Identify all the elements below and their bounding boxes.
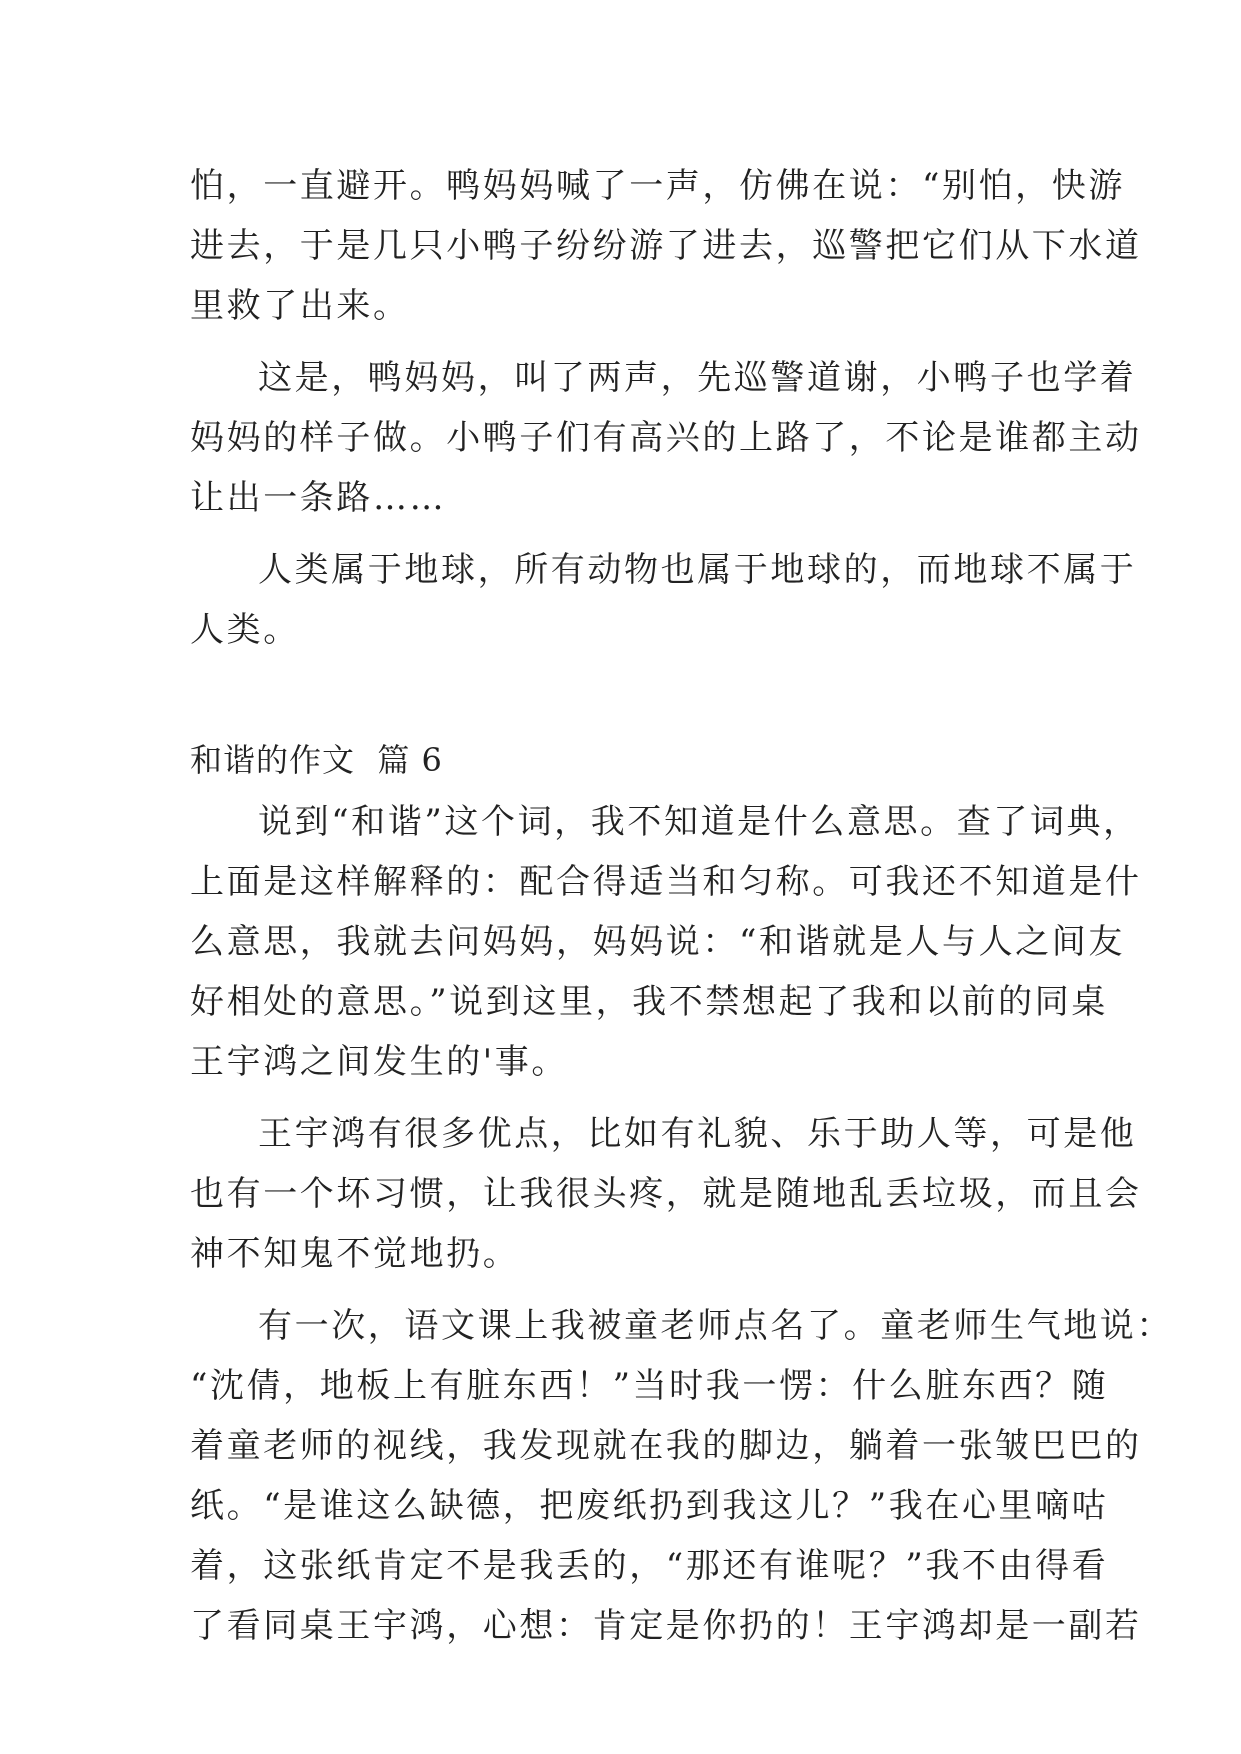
text-line: 王宇鸿之间发生的'事。 bbox=[190, 1042, 568, 1082]
text-line: 上面是这样解释的：配合得适当和匀称。可我还不知道是什 bbox=[190, 862, 1142, 902]
paragraph-duck-thanks bbox=[190, 348, 1142, 528]
text-line: 进去，于是几只小鸭子纷纷游了进去，巡警把它们从下水道 bbox=[190, 226, 1142, 266]
text-line: 怕，一直避开。鸭妈妈喊了一声，仿佛在说：“别怕，快游 bbox=[190, 166, 1125, 206]
paragraph-harmony-meaning bbox=[190, 792, 1142, 1092]
text-line: 么意思，我就去问妈妈，妈妈说：“和谐就是人与人之间友 bbox=[190, 922, 1125, 962]
paragraph-duck-rescue bbox=[190, 156, 1142, 336]
text-line: 让出一条路…… bbox=[190, 478, 447, 518]
text-line: 人类。 bbox=[190, 610, 300, 650]
text-line: 着，这张纸肯定不是我丢的，“那还有谁呢？”我不由得看 bbox=[190, 1546, 1109, 1586]
text-line: 好相处的意思。”说到这里，我不禁想起了我和以前的同桌 bbox=[190, 982, 1108, 1022]
paragraph-classmate-habit bbox=[190, 1104, 1142, 1284]
text-line: 里救了出来。 bbox=[190, 286, 410, 326]
section-heading: 和谐的作文 篇 6 bbox=[190, 741, 443, 779]
paragraph-earth bbox=[190, 540, 1137, 660]
text-line: 这是，鸭妈妈，叫了两声，先巡警道谢，小鸭子也学着 bbox=[258, 358, 1137, 398]
text-line: 着童老师的视线，我发现就在我的脚边，躺着一张皱巴巴的 bbox=[190, 1426, 1142, 1466]
document-body bbox=[190, 156, 1173, 1668]
paragraph-class-incident bbox=[190, 1296, 1173, 1656]
text-line: 也有一个坏习惯，让我很头疼，就是随地乱丢垃圾，而且会 bbox=[190, 1174, 1142, 1214]
text-line: 有一次，语文课上我被童老师点名了。童老师生气地说： bbox=[258, 1306, 1173, 1346]
text-line: 神不知鬼不觉地扔。 bbox=[190, 1234, 520, 1274]
text-line: 了看同桌王宇鸿，心想：肯定是你扔的！王宇鸿却是一副若 bbox=[190, 1606, 1142, 1646]
text-line: 人类属于地球，所有动物也属于地球的，而地球不属于 bbox=[258, 550, 1137, 590]
text-line: 王宇鸿有很多优点，比如有礼貌、乐于助人等，可是他 bbox=[258, 1114, 1137, 1154]
text-line: 说到“和谐”这个词，我不知道是什么意思。查了词典， bbox=[258, 802, 1140, 842]
text-line: 妈妈的样子做。小鸭子们有高兴的上路了，不论是谁都主动 bbox=[190, 418, 1142, 458]
section-spacer bbox=[190, 672, 1056, 730]
text-line: 纸。“是谁这么缺德，把废纸扔到我这儿？”我在心里嘀咕 bbox=[190, 1486, 1109, 1526]
text-line: “沈倩，地板上有脏东西！”当时我一愣：什么脏东西？随 bbox=[190, 1366, 1109, 1406]
